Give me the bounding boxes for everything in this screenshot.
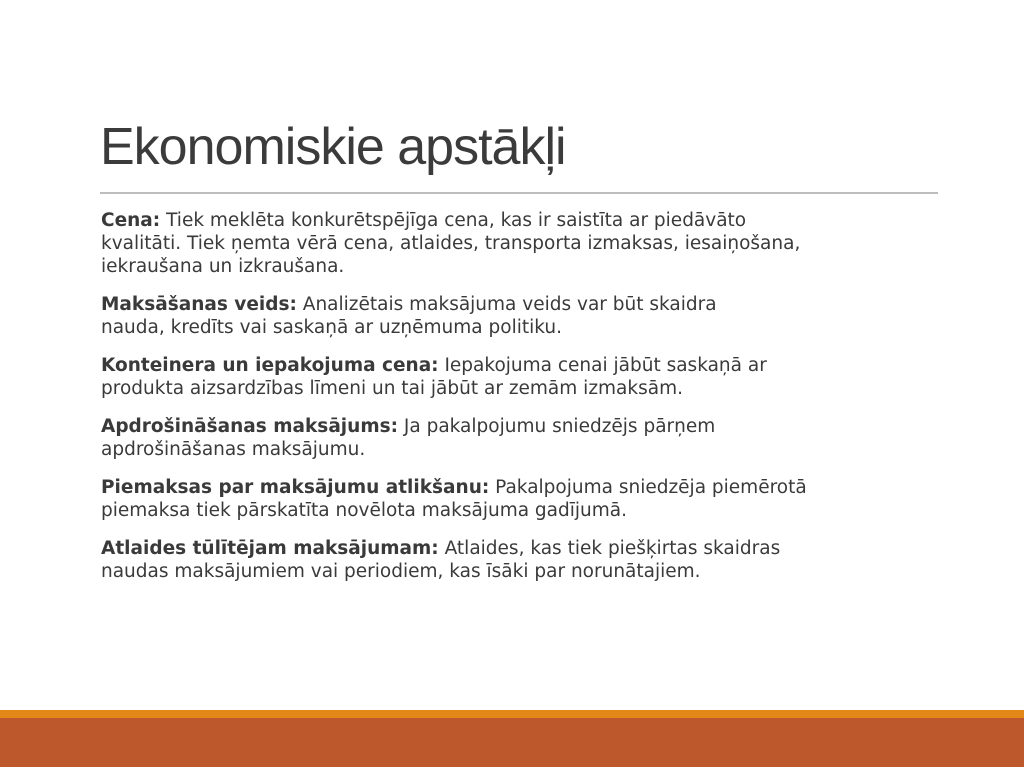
term-label: Atlaides tūlītējam maksājumam:	[101, 538, 439, 559]
paragraph-container-cost	[101, 354, 931, 400]
term-label: Cena:	[101, 210, 161, 231]
paragraph-price	[101, 209, 931, 278]
title-divider	[100, 192, 938, 194]
paragraph-prompt-payment-discount	[101, 537, 931, 583]
paragraph-text: nauda, kredīts vai saskaņā ar uzņēmuma politiku.	[101, 317, 563, 338]
term-label: Maksāšanas veids:	[101, 294, 297, 315]
slide-body	[101, 209, 931, 598]
paragraph-text: Atlaides, kas tiek piešķirtas skaidras	[438, 538, 781, 559]
slide-title: Ekonomiskie apstākļi	[100, 118, 566, 176]
paragraph-text: iekraušana un izkraušana.	[101, 256, 345, 277]
paragraph-text: Pakalpojuma sniedzēja piemērotā	[489, 477, 807, 498]
paragraph-text: Ja pakalpojumu sniedzējs pārņem	[398, 416, 716, 437]
term-label: Apdrošināšanas maksājums:	[101, 416, 399, 437]
footer-band	[0, 718, 1024, 767]
paragraph-text: naudas maksājumiem vai periodiem, kas īsāki par norunātajiem.	[101, 561, 701, 582]
term-label: Konteinera un iepakojuma cena:	[101, 355, 439, 376]
paragraph-text: produkta aizsardzības līmeni un tai jābūt ar zemām izmaksām.	[101, 378, 683, 399]
paragraph-text: Tiek meklēta konkurētspējīga cena, kas ir saistīta ar piedāvāto	[160, 210, 747, 231]
term-label: Piemaksas par maksājumu atlikšanu:	[101, 477, 490, 498]
paragraph-text: Iepakojuma cenai jābūt saskaņā ar	[438, 355, 767, 376]
paragraph-text: apdrošināšanas maksājumu.	[101, 439, 366, 460]
paragraph-text: piemaksa tiek pārskatīta novēlota maksājuma gadījumā.	[101, 500, 627, 521]
paragraph-insurance	[101, 415, 931, 461]
footer-accent-stripe	[0, 710, 1024, 718]
paragraph-text: kvalitāti. Tiek ņemta vērā cena, atlaides, transporta izmaksas, iesaiņošana,	[101, 233, 801, 254]
paragraph-payment-method	[101, 293, 931, 339]
paragraph-text: Analizētais maksājuma veids var būt skaidra	[296, 294, 717, 315]
paragraph-late-payment-surcharge	[101, 476, 931, 522]
